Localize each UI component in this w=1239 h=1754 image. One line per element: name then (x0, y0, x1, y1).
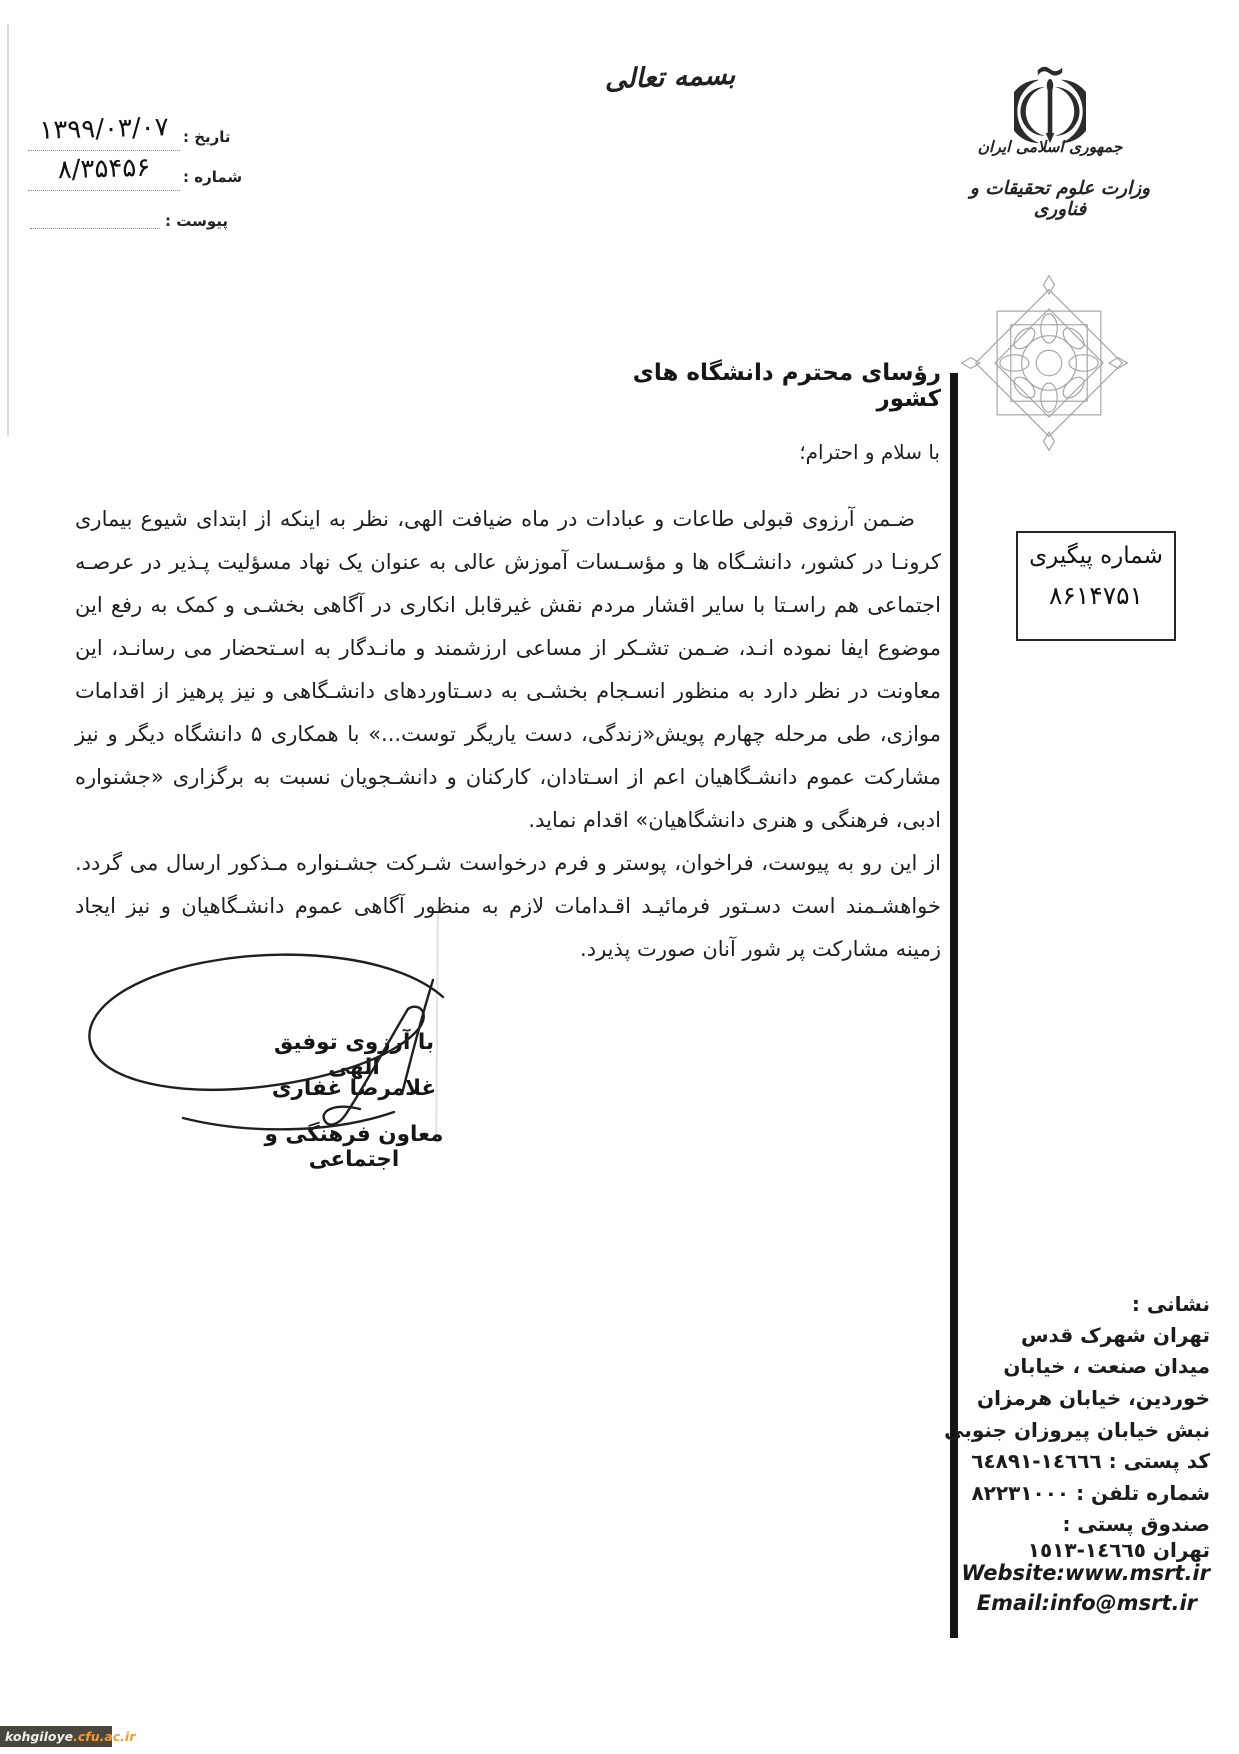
address-line: نبش خیابان پیروزان جنوبی (944, 1418, 1210, 1442)
body-line: زمینه مشارکت پر شور آنان صورت پذیرد. (580, 937, 941, 961)
recipient-heading: رؤسای محترم دانشگاه های کشور (632, 360, 941, 412)
address-line: خوردین، خیابان هرمزان (977, 1386, 1210, 1410)
ornament-medallion-icon (958, 272, 1140, 458)
body-line: خواهشـمند است دسـتور فرمائیـد اقـدامات لازم به منظور آگاهی عموم دانشـگاهیان و نیز ایجاد (75, 894, 941, 918)
number-value: ۸/۳۵۴۵۶ (57, 152, 151, 186)
signer-name: غلامرضا غفاری (271, 1076, 437, 1101)
email-text: Email:info@msrt.ir (976, 1591, 1197, 1615)
country-name: جمهوری اسلامی ایران (977, 138, 1123, 156)
site-watermark (0, 1726, 136, 1747)
body-line: مشارکت عموم دانشـگاهیان اعم از اسـتادان، کارکنان و دانشـجویان نسبت به برگزاری «جشنواره (75, 765, 941, 789)
date-dotted-line (28, 150, 180, 151)
tracking-number-value: ۸۶۱۴۷۵۱ (1049, 581, 1143, 610)
vertical-divider-bar (950, 373, 958, 1638)
pobox-label: صندوق پستی : (1062, 1512, 1210, 1536)
pobox-city: تهران (1152, 1538, 1210, 1562)
scan-edge-artifact (7, 24, 9, 436)
signature-scrawl-icon (68, 942, 468, 1147)
body-line: کرونـا در کشور، دانشـگاه ها و مؤسـسات آموزش عالی به عنوان یک نهاد مسؤلیت پـذیر در عرصـه (75, 550, 941, 574)
iran-emblem-icon (1014, 63, 1086, 135)
phone-value: ٨٢٢٣١٠٠٠ (971, 1481, 1070, 1505)
watermark-domain: .cfu.ac.ir (73, 1729, 136, 1744)
watermark-site: kohgiloye (5, 1729, 74, 1744)
signer-title: معاون فرهنگی و اجتماعی (264, 1122, 444, 1172)
body-line: موضوع ایفا نموده انـد، ضـمن تشـکر از مساعی ارزشمند و مانـدگار به اسـتحضار می رسانـد، این (75, 636, 941, 660)
body-line: موازی، طی مرحله چهارم پویش«زندگی، دست یاریگر توست...» با همکاری ۵ دانشگاه دیگر و نیز (75, 722, 941, 746)
body-line: از این رو به پیوست، فراخوان، پوستر و فرم درخواست شـرکت جشـنواره مـذکور ارسال می گردد. (75, 851, 941, 875)
phone-line (971, 1481, 1210, 1505)
date-value: ۱۳۹۹/۰۳/۰۷ (39, 112, 169, 146)
closing-wish-line: با آرزوی توفیق الهی (273, 1030, 435, 1080)
phone-label: شماره تلفن : (1076, 1481, 1210, 1505)
attachment-dotted-line (30, 228, 160, 229)
attachment-label: پیوست : (165, 212, 229, 230)
address-line: میدان صنعت ، خیابان (1003, 1354, 1210, 1378)
bismillah-text: بسمه تعالی (604, 59, 736, 96)
tracking-number-box (1016, 531, 1176, 641)
website-text: Website:www.msrt.ir (961, 1561, 1210, 1585)
postal-code-label: کد پستی : (1108, 1449, 1210, 1473)
body-line: ضـمن آرزوی قبولی طاعات و عبادات در ماه ضیافت الهی، نظر به اینکه از ابتدای شیوع بیماری (75, 507, 915, 531)
body-line: اجتماعی هم راسـتا با سایر اقشار مردم نقش غیرقابل انکاری در آگاهی بخشـی و کمک به رفع این (75, 593, 941, 617)
salutation-text: با سلام و احترام؛ (799, 440, 940, 464)
postal-code-line (971, 1449, 1210, 1473)
address-line: تهران شهرک قدس (1020, 1323, 1210, 1347)
body-line: ادبی، فرهنگی و هنری دانشگاهیان» اقدام نماید. (528, 808, 941, 832)
number-dotted-line (28, 190, 180, 191)
tracking-number-label: شماره پیگیری (1029, 543, 1163, 569)
pobox-value: ١٤٦٦٥-١٥١٣ (1027, 1538, 1146, 1562)
pobox-line (1028, 1538, 1210, 1562)
postal-code-value: ١٤٦٦٦-٦٤٨٩١ (971, 1449, 1102, 1473)
body-line: معاونت در نظر دارد به منظور انسـجام بخشـی به دسـتاوردهای دانشـگاهی و نیز پرهیز از اقدامات (75, 679, 941, 703)
address-heading: نشانی : (1131, 1292, 1210, 1316)
number-label: شماره : (183, 168, 243, 186)
ministry-name: وزارت علوم تحقیقات و فناوری (969, 178, 1151, 220)
letter-body (75, 498, 941, 971)
date-label: تاریخ : (183, 128, 231, 146)
